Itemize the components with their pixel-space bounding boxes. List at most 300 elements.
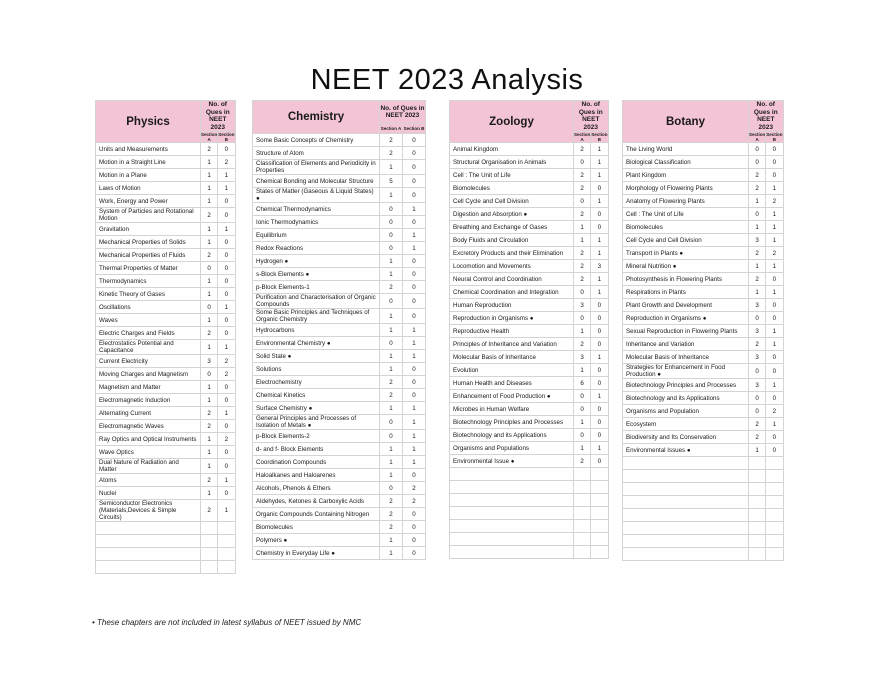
section-a-count: 1 xyxy=(380,255,403,268)
chapter-name: Electromagnetic Waves xyxy=(96,420,201,433)
table-row xyxy=(253,430,426,443)
section-a-count: 2 xyxy=(380,508,403,521)
table-row xyxy=(623,522,784,535)
section-b-count: 1 xyxy=(591,247,608,260)
table-row xyxy=(450,156,609,169)
section-a-count: 2 xyxy=(201,143,218,156)
section-a-header: Section A xyxy=(380,124,403,134)
section-b-count: 1 xyxy=(591,442,608,455)
table-row xyxy=(253,482,426,495)
chapter-name: Body Fluids and Circulation xyxy=(450,234,574,247)
questions-header: No. of Ques in NEET 2023 xyxy=(201,101,236,132)
table-row xyxy=(253,456,426,469)
section-b-header: Section B xyxy=(591,132,608,142)
table-row xyxy=(253,188,426,203)
section-b-count: 0 xyxy=(403,216,426,229)
section-b-count: 1 xyxy=(591,286,608,299)
section-a-header: Section A xyxy=(201,132,218,142)
section-a-count: 1 xyxy=(380,469,403,482)
section-a-count: 2 xyxy=(380,134,403,147)
section-b-count: 0 xyxy=(403,175,426,188)
section-b-count: 1 xyxy=(403,324,426,337)
questions-header: No. of Ques in NEET 2023 xyxy=(574,101,609,132)
table-row xyxy=(623,299,784,312)
section-a-count: 1 xyxy=(201,487,218,500)
section-b-count xyxy=(218,535,235,548)
section-a-count: 3 xyxy=(201,355,218,368)
table-row xyxy=(450,208,609,221)
table-row xyxy=(450,481,609,494)
section-b-count: 0 xyxy=(403,268,426,281)
section-b-count: 0 xyxy=(766,431,783,444)
table-row xyxy=(623,418,784,431)
chapter-name: Mechanical Properties of Solids xyxy=(96,236,201,249)
table-row xyxy=(96,381,236,394)
section-a-count: 2 xyxy=(380,521,403,534)
section-a-count: 2 xyxy=(574,455,591,468)
section-b-count: 0 xyxy=(403,363,426,376)
section-a-count: 2 xyxy=(574,247,591,260)
section-a-count: 1 xyxy=(380,350,403,363)
section-b-count: 1 xyxy=(403,242,426,255)
section-b-count: 0 xyxy=(403,281,426,294)
physics-table xyxy=(95,100,236,574)
section-b-count: 0 xyxy=(766,273,783,286)
section-a-count: 0 xyxy=(574,195,591,208)
section-a-count: 1 xyxy=(380,363,403,376)
chapter-name: Wave Optics xyxy=(96,446,201,459)
section-a-count: 1 xyxy=(201,182,218,195)
section-b-count xyxy=(766,496,783,509)
section-b-count: 0 xyxy=(218,487,235,500)
section-b-count: 0 xyxy=(766,444,783,457)
section-b-count: 1 xyxy=(218,223,235,236)
section-b-count: 1 xyxy=(591,351,608,364)
chapter-name: Biodiversity and Its Conservation xyxy=(623,431,749,444)
section-b-count: 0 xyxy=(218,420,235,433)
section-a-count: 0 xyxy=(749,405,766,418)
footnote: • These chapters are not included in latest syllabus of NEET issued by NMC xyxy=(92,618,362,627)
table-row xyxy=(253,160,426,175)
table-row xyxy=(253,203,426,216)
table-row xyxy=(450,221,609,234)
section-b-count: 0 xyxy=(218,446,235,459)
table-row xyxy=(623,548,784,561)
chapter-name: Organic Compounds Containing Nitrogen xyxy=(253,508,380,521)
chapter-name: Chemical Bonding and Molecular Structure xyxy=(253,175,380,188)
section-a-count: 2 xyxy=(574,260,591,273)
section-a-count: 1 xyxy=(380,309,403,324)
table-row xyxy=(450,338,609,351)
section-b-count xyxy=(591,533,608,546)
section-a-count: 0 xyxy=(380,294,403,309)
section-a-count: 2 xyxy=(749,169,766,182)
chapter-name: Electromagnetic Induction xyxy=(96,394,201,407)
chapter-name: Excretory Products and their Elimination xyxy=(450,247,574,260)
section-a-count: 0 xyxy=(749,312,766,325)
chapter-name: Principles of Inheritance and Variation xyxy=(450,338,574,351)
section-a-count: 0 xyxy=(380,216,403,229)
section-a-count: 2 xyxy=(749,338,766,351)
table-row xyxy=(623,221,784,234)
section-a-count: 0 xyxy=(574,390,591,403)
section-b-count xyxy=(218,561,235,574)
section-a-count xyxy=(574,468,591,481)
section-a-count: 2 xyxy=(380,281,403,294)
section-a-count: 1 xyxy=(574,442,591,455)
table-row xyxy=(623,169,784,182)
table-row xyxy=(623,483,784,496)
chapter-name xyxy=(96,522,201,535)
section-b-count: 1 xyxy=(403,203,426,216)
section-a-count: 0 xyxy=(380,415,403,430)
section-b-count: 0 xyxy=(591,416,608,429)
chapter-name: Classification of Elements and Periodicity in Properties xyxy=(253,160,380,175)
table-row xyxy=(253,495,426,508)
section-a-count xyxy=(201,522,218,535)
chapter-name: Enhancement of Food Production ● xyxy=(450,390,574,403)
table-row xyxy=(623,364,784,379)
table-row xyxy=(253,363,426,376)
table-row xyxy=(450,429,609,442)
chapter-name: Chemical Coordination and Integration xyxy=(450,286,574,299)
section-b-count: 1 xyxy=(218,182,235,195)
botany-section xyxy=(622,100,784,561)
section-a-count xyxy=(201,561,218,574)
chapter-name: Chemistry in Everyday Life ● xyxy=(253,547,380,560)
table-row xyxy=(253,521,426,534)
table-row xyxy=(623,273,784,286)
table-row xyxy=(96,522,236,535)
section-a-count: 2 xyxy=(201,420,218,433)
section-a-count: 1 xyxy=(574,234,591,247)
section-b-count: 2 xyxy=(403,495,426,508)
section-a-count xyxy=(201,548,218,561)
section-b-count: 0 xyxy=(218,208,235,223)
chapter-name: The Living World xyxy=(623,143,749,156)
chapter-name: Reproduction in Organisms ● xyxy=(450,312,574,325)
chapter-name xyxy=(623,470,749,483)
table-row xyxy=(96,368,236,381)
section-b-count: 1 xyxy=(403,430,426,443)
section-b-count xyxy=(766,535,783,548)
chapter-name: Reproductive Health xyxy=(450,325,574,338)
section-a-count: 1 xyxy=(380,188,403,203)
section-b-count xyxy=(766,470,783,483)
section-b-count: 0 xyxy=(591,299,608,312)
chapter-name: Polymers ● xyxy=(253,534,380,547)
section-b-count: 0 xyxy=(218,195,235,208)
chapter-name: General Principles and Processes of Isolation of Metals ● xyxy=(253,415,380,430)
section-a-count: 1 xyxy=(380,402,403,415)
table-row xyxy=(96,143,236,156)
table-row xyxy=(450,169,609,182)
section-b-count xyxy=(591,546,608,559)
table-row xyxy=(253,324,426,337)
section-a-count: 0 xyxy=(201,368,218,381)
table-row xyxy=(253,281,426,294)
table-row xyxy=(450,416,609,429)
page-title: NEET 2023 Analysis xyxy=(310,64,584,96)
section-a-count: 1 xyxy=(380,324,403,337)
table-row xyxy=(96,446,236,459)
chapter-name: Morphology of Flowering Plants xyxy=(623,182,749,195)
table-row xyxy=(450,351,609,364)
chapter-name: Solid State ● xyxy=(253,350,380,363)
chemistry-subject-header: Chemistry xyxy=(253,101,380,134)
section-b-count: 0 xyxy=(591,364,608,377)
chapter-name: Photosynthesis in Flowering Plants xyxy=(623,273,749,286)
section-a-count: 1 xyxy=(201,223,218,236)
section-a-count: 1 xyxy=(201,394,218,407)
table-row xyxy=(96,314,236,327)
section-a-count: 1 xyxy=(380,443,403,456)
section-a-count: 2 xyxy=(380,376,403,389)
section-b-count xyxy=(766,483,783,496)
table-row xyxy=(96,169,236,182)
section-b-count: 0 xyxy=(591,403,608,416)
section-b-count: 2 xyxy=(218,433,235,446)
section-a-count: 0 xyxy=(574,312,591,325)
section-b-count xyxy=(766,509,783,522)
section-a-count xyxy=(574,520,591,533)
chapter-name: Work, Energy and Power xyxy=(96,195,201,208)
section-a-count: 1 xyxy=(574,416,591,429)
section-a-count: 2 xyxy=(380,495,403,508)
table-row xyxy=(623,234,784,247)
chapter-name: Motion in a Straight Line xyxy=(96,156,201,169)
table-row xyxy=(96,487,236,500)
section-b-count: 2 xyxy=(218,355,235,368)
section-b-count: 0 xyxy=(591,221,608,234)
chapter-name: Aldehydes, Ketones & Carboxylic Acids xyxy=(253,495,380,508)
chapter-name xyxy=(450,533,574,546)
table-row xyxy=(253,376,426,389)
table-row xyxy=(96,195,236,208)
section-a-count: 0 xyxy=(749,392,766,405)
section-b-count xyxy=(766,548,783,561)
section-b-count: 0 xyxy=(591,208,608,221)
chapter-name: Microbes in Human Welfare xyxy=(450,403,574,416)
section-b-count: 1 xyxy=(218,407,235,420)
section-a-count: 1 xyxy=(749,286,766,299)
section-a-count: 2 xyxy=(201,327,218,340)
table-row xyxy=(623,535,784,548)
table-row xyxy=(96,474,236,487)
table-row xyxy=(623,470,784,483)
section-b-count: 0 xyxy=(218,314,235,327)
table-row xyxy=(450,273,609,286)
section-a-count: 2 xyxy=(574,169,591,182)
section-a-count: 1 xyxy=(201,195,218,208)
section-b-count: 1 xyxy=(766,182,783,195)
section-b-count: 1 xyxy=(591,234,608,247)
chapter-name xyxy=(623,535,749,548)
table-row xyxy=(253,389,426,402)
section-a-count xyxy=(574,494,591,507)
section-b-count: 0 xyxy=(218,143,235,156)
section-b-count: 2 xyxy=(766,405,783,418)
table-row xyxy=(253,443,426,456)
section-b-count: 0 xyxy=(591,429,608,442)
chapter-name: Environmental Chemistry ● xyxy=(253,337,380,350)
table-row xyxy=(96,407,236,420)
chapter-name: Solutions xyxy=(253,363,380,376)
section-b-count: 1 xyxy=(403,229,426,242)
table-row xyxy=(96,355,236,368)
chapter-name: Chemical Kinetics xyxy=(253,389,380,402)
section-a-count: 1 xyxy=(749,260,766,273)
zoology-table xyxy=(449,100,609,559)
section-a-count: 0 xyxy=(749,143,766,156)
chapter-name: Mineral Nutrition ● xyxy=(623,260,749,273)
chapter-name: Ecosystem xyxy=(623,418,749,431)
section-b-count: 2 xyxy=(766,195,783,208)
chapter-name: Inheritance and Variation xyxy=(623,338,749,351)
table-row xyxy=(253,216,426,229)
chapter-name: Dual Nature of Radiation and Matter xyxy=(96,459,201,474)
table-row xyxy=(450,390,609,403)
section-a-count xyxy=(574,481,591,494)
section-a-count: 1 xyxy=(201,288,218,301)
chapter-name: Waves xyxy=(96,314,201,327)
section-b-count: 1 xyxy=(403,415,426,430)
section-a-count: 1 xyxy=(201,275,218,288)
table-row xyxy=(253,175,426,188)
chapter-name: Electrostatics Potential and Capacitance xyxy=(96,340,201,355)
chapter-name: p-Block Elements-2 xyxy=(253,430,380,443)
section-a-count xyxy=(749,522,766,535)
chapter-name: System of Particles and Rotational Motion xyxy=(96,208,201,223)
section-a-count: 2 xyxy=(749,418,766,431)
chapter-name: Redox Reactions xyxy=(253,242,380,255)
section-b-count: 0 xyxy=(403,255,426,268)
table-row xyxy=(623,509,784,522)
section-b-count: 0 xyxy=(766,392,783,405)
section-b-count: 0 xyxy=(591,325,608,338)
table-row xyxy=(96,156,236,169)
table-row xyxy=(253,547,426,560)
section-b-count: 1 xyxy=(766,286,783,299)
section-b-count: 1 xyxy=(218,474,235,487)
section-b-count: 0 xyxy=(403,521,426,534)
chapter-name: Plant Growth and Development xyxy=(623,299,749,312)
chapter-name: Semiconductor Electronics (Materials,Devices & Simple Circuits) xyxy=(96,500,201,522)
section-a-count: 2 xyxy=(574,182,591,195)
section-b-count: 1 xyxy=(766,338,783,351)
section-b-count: 1 xyxy=(591,390,608,403)
chapter-name: Biotechnology Principles and Processes xyxy=(623,379,749,392)
section-a-count: 2 xyxy=(380,147,403,160)
physics-section xyxy=(95,100,236,574)
chapter-name xyxy=(623,483,749,496)
section-b-count: 0 xyxy=(766,351,783,364)
chapter-name: Biomolecules xyxy=(450,182,574,195)
section-b-count: 0 xyxy=(403,309,426,324)
section-b-count: 0 xyxy=(218,394,235,407)
table-row xyxy=(450,377,609,390)
section-a-count: 3 xyxy=(749,234,766,247)
section-a-count: 2 xyxy=(380,389,403,402)
chapter-name: Thermal Properties of Matter xyxy=(96,262,201,275)
chapter-name: Oscillations xyxy=(96,301,201,314)
section-a-count: 2 xyxy=(201,500,218,522)
chapter-name: Alcohols, Phenols & Ethers xyxy=(253,482,380,495)
table-row xyxy=(450,247,609,260)
chapter-name: Ionic Thermodynamics xyxy=(253,216,380,229)
table-row xyxy=(450,286,609,299)
section-a-count: 0 xyxy=(380,337,403,350)
section-a-count: 0 xyxy=(749,208,766,221)
chapter-name xyxy=(450,468,574,481)
section-a-count: 3 xyxy=(749,351,766,364)
chapter-name: Strategies for Enhancement in Food Production ● xyxy=(623,364,749,379)
section-a-count: 0 xyxy=(380,242,403,255)
section-a-count xyxy=(574,546,591,559)
table-row xyxy=(253,294,426,309)
chapter-name: Anatomy of Flowering Plants xyxy=(623,195,749,208)
section-b-count: 1 xyxy=(403,402,426,415)
table-row xyxy=(623,143,784,156)
botany-table xyxy=(622,100,784,561)
section-a-count: 1 xyxy=(201,169,218,182)
section-b-count: 1 xyxy=(766,208,783,221)
section-a-count: 2 xyxy=(201,208,218,223)
chapter-name: States of Matter (Gaseous & Liquid States) ● xyxy=(253,188,380,203)
section-b-count: 2 xyxy=(218,368,235,381)
physics-subject-header: Physics xyxy=(96,101,201,143)
chapter-name: Reproduction in Organisms ● xyxy=(623,312,749,325)
section-b-count: 0 xyxy=(218,275,235,288)
table-row xyxy=(96,340,236,355)
section-a-count xyxy=(749,496,766,509)
section-a-count xyxy=(749,509,766,522)
chapter-name: Magnetism and Matter xyxy=(96,381,201,394)
chapter-name: s-Block Elements ● xyxy=(253,268,380,281)
chapter-name: Animal Kingdom xyxy=(450,143,574,156)
chapter-name: Coordination Compounds xyxy=(253,456,380,469)
section-a-count: 1 xyxy=(380,268,403,281)
section-b-count: 1 xyxy=(766,379,783,392)
section-b-count: 2 xyxy=(218,156,235,169)
chapter-name xyxy=(450,546,574,559)
section-b-count: 2 xyxy=(403,482,426,495)
section-a-count: 0 xyxy=(380,203,403,216)
section-a-count: 1 xyxy=(201,381,218,394)
section-a-count: 1 xyxy=(201,446,218,459)
section-b-count: 0 xyxy=(591,338,608,351)
table-row xyxy=(96,561,236,574)
table-row xyxy=(96,394,236,407)
section-a-count: 1 xyxy=(574,364,591,377)
table-row xyxy=(623,496,784,509)
table-row xyxy=(450,260,609,273)
section-a-count: 1 xyxy=(201,340,218,355)
section-b-count xyxy=(591,494,608,507)
table-row xyxy=(253,415,426,430)
section-b-count: 0 xyxy=(403,147,426,160)
table-row xyxy=(96,420,236,433)
section-a-count: 2 xyxy=(749,182,766,195)
table-row xyxy=(623,379,784,392)
section-a-count: 2 xyxy=(749,431,766,444)
chapter-name: Locomotion and Movements xyxy=(450,260,574,273)
section-a-count: 0 xyxy=(201,262,218,275)
section-b-count: 1 xyxy=(218,169,235,182)
table-row xyxy=(623,286,784,299)
section-b-count: 1 xyxy=(218,500,235,522)
chapter-name xyxy=(623,496,749,509)
